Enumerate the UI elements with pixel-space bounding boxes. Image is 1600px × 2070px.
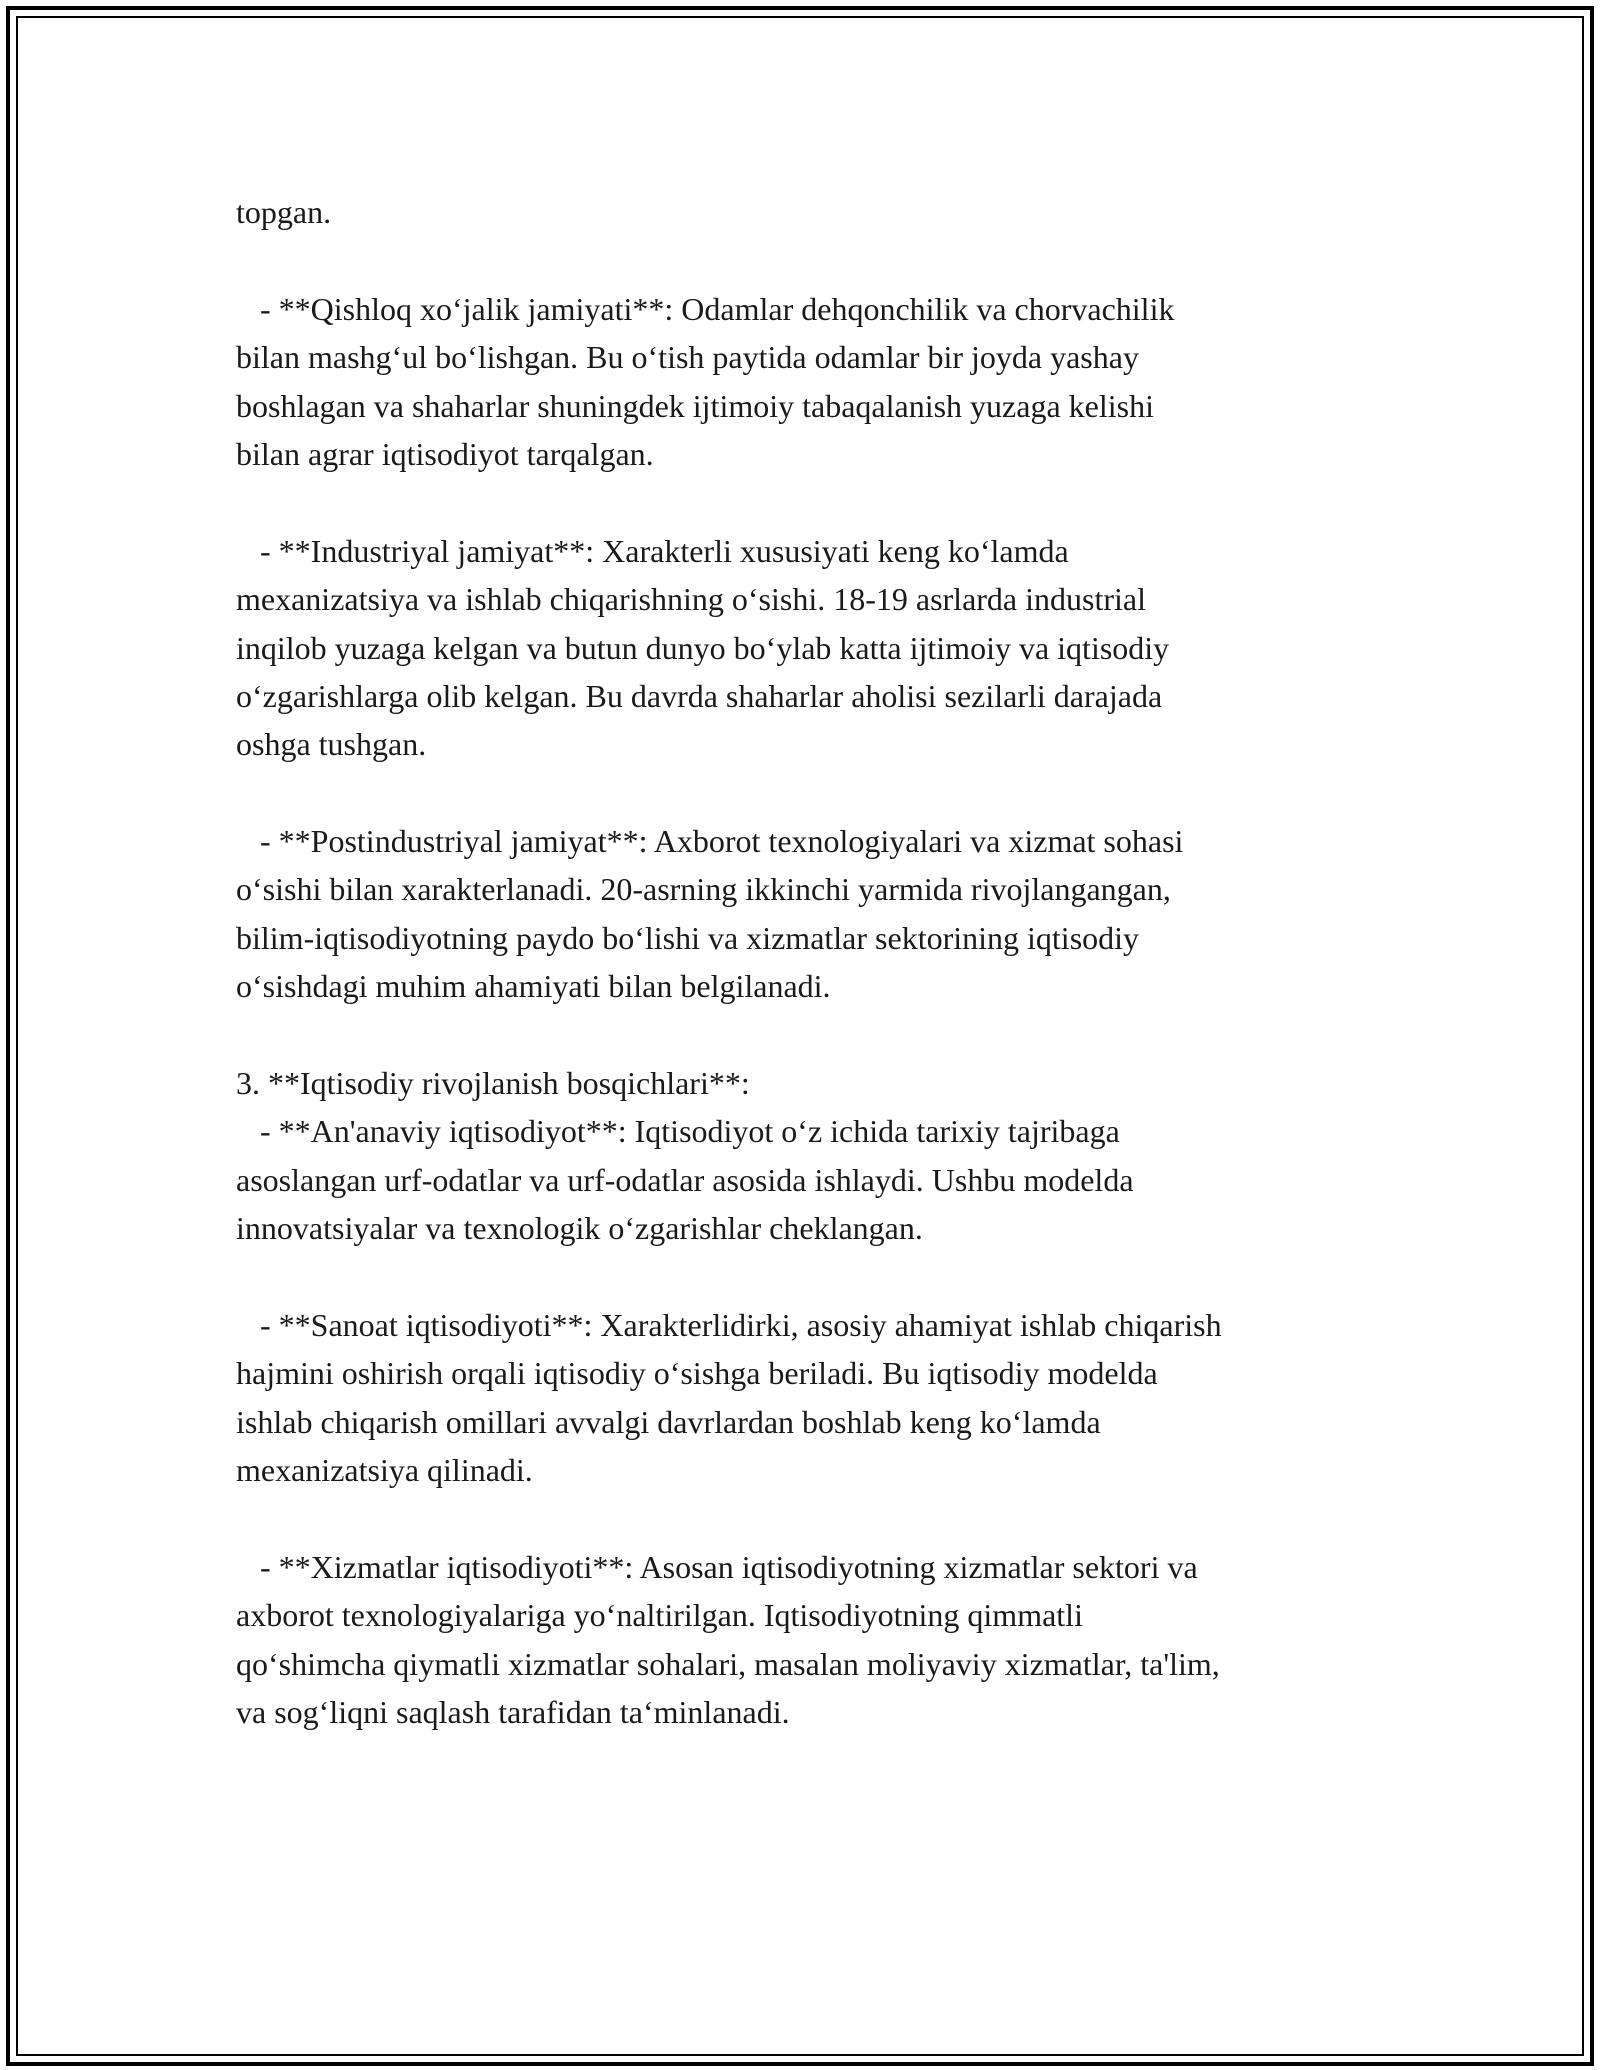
industriyal-jamiyat-item	[236, 527, 1386, 769]
paragraph-gap	[236, 1011, 1386, 1059]
text-line: - **Postindustriyal jamiyat**: Axborot texnologiyalari va xizmat sohasi	[236, 823, 1184, 860]
paragraph-gap	[236, 769, 1386, 817]
xizmatlar-iqtisodiyoti-item	[236, 1543, 1386, 1737]
text-line: bilan mashg‘ul bo‘lishgan. Bu o‘tish paytida odamlar bir joyda yashay	[236, 339, 1139, 376]
text-line: topgan.	[236, 194, 332, 230]
text-line: oshga tushgan.	[236, 726, 427, 763]
text-line: o‘zgarishlarga olib kelgan. Bu davrda shaharlar aholisi sezilarli darajada	[236, 677, 1163, 714]
document-body	[236, 188, 1386, 1737]
paragraph-gap	[236, 478, 1386, 526]
text-line: o‘sishdagi muhim ahamiyati bilan belgilanadi.	[236, 968, 831, 1005]
text-line: asoslangan urf-odatlar va urf-odatlar asosida ishlaydi. Ushbu modelda	[236, 1161, 1134, 1198]
paragraph-gap	[236, 1253, 1386, 1301]
continuation-paragraph	[236, 188, 1386, 236]
text-line: axborot texnologiyalariga yo‘naltirilgan. Iqtisodiyotning qimmatli	[236, 1597, 1083, 1634]
text-line: - **Industriyal jamiyat**: Xarakterli xususiyati keng ko‘lamda	[236, 532, 1069, 569]
text-line: hajmini oshirish orqali iqtisodiy o‘sishga beriladi. Bu iqtisodiy modelda	[236, 1355, 1158, 1392]
text-line: - **An'anaviy iqtisodiyot**: Iqtisodiyot o‘z ichida tarixiy tajribaga	[236, 1113, 1120, 1150]
text-line: o‘sishi bilan xarakterlanadi. 20-asrning ikkinchi yarmida rivojlangangan,	[236, 871, 1171, 908]
text-line: innovatsiyalar va texnologik o‘zgarishlar cheklangan.	[236, 1210, 923, 1247]
iqtisodiy-rivojlanish-section	[236, 1059, 1386, 1253]
text-line: - **Xizmatlar iqtisodiyoti**: Asosan iqtisodiyotning xizmatlar sektori va	[236, 1548, 1198, 1585]
postindustriyal-jamiyat-item	[236, 817, 1386, 1011]
text-line: qo‘shimcha qiymatli xizmatlar sohalari, masalan moliyaviy xizmatlar, ta'lim,	[236, 1645, 1220, 1682]
text-line: va sog‘liqni saqlash tarafidan ta‘minlanadi.	[236, 1694, 790, 1731]
text-line: - **Qishloq xo‘jalik jamiyati**: Odamlar dehqonchilik va chorvachilik	[236, 290, 1175, 327]
text-line: mexanizatsiya va ishlab chiqarishning o‘sishi. 18-19 asrlarda industrial	[236, 581, 1146, 618]
text-line: - **Sanoat iqtisodiyoti**: Xarakterlidirki, asosiy ahamiyat ishlab chiqarish	[236, 1306, 1222, 1343]
text-line: boshlagan va shaharlar shuningdek ijtimoiy tabaqalanish yuzaga kelishi	[236, 387, 1154, 424]
paragraph-gap	[236, 236, 1386, 284]
section-heading-line: 3. **Iqtisodiy rivojlanish bosqichlari**:	[236, 1065, 750, 1102]
text-line: mexanizatsiya qilinadi.	[236, 1452, 533, 1489]
text-line: bilim-iqtisodiyotning paydo bo‘lishi va xizmatlar sektorining iqtisodiy	[236, 919, 1140, 956]
qishloq-xojalik-item	[236, 285, 1386, 479]
paragraph-gap	[236, 1495, 1386, 1543]
sanoat-iqtisodiyoti-item	[236, 1301, 1386, 1495]
text-line: inqilob yuzaga kelgan va butun dunyo bo‘ylab katta ijtimoiy va iqtisodiy	[236, 629, 1170, 666]
text-line: bilan agrar iqtisodiyot tarqalgan.	[236, 435, 654, 472]
text-line: ishlab chiqarish omillari avvalgi davrlardan boshlab keng ko‘lamda	[236, 1403, 1101, 1440]
